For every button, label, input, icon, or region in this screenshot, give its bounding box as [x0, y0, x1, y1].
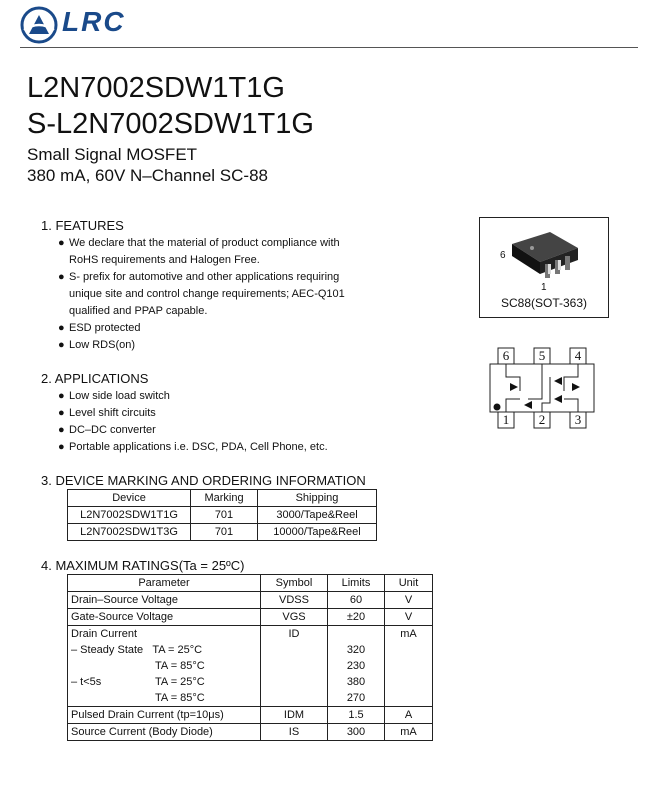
cell-parameter: Pulsed Drain Current (tp=10μs) [68, 707, 261, 724]
application-item: ● Level shift circuits [58, 407, 156, 419]
col-parameter: Parameter [68, 575, 261, 592]
cell-unit: mA [385, 724, 433, 741]
cell-shipping: 3000/Tape&Reel [258, 507, 377, 524]
pinout-pin2: 2 [538, 412, 546, 427]
cell-symbol: VGS [261, 609, 328, 626]
table-row [68, 524, 377, 541]
cell-unit: A [385, 707, 433, 724]
part-number-primary: L2N7002SDW1T1G [27, 72, 285, 104]
ordering-heading: 3. DEVICE MARKING AND ORDERING INFORMATION [41, 473, 366, 488]
cell-unit: mA [385, 626, 433, 643]
cell-device: L2N7002SDW1T3G [68, 524, 191, 541]
cell-limit: 60 [328, 592, 385, 609]
col-limits: Limits [328, 575, 385, 592]
cell-limit: 300 [328, 724, 385, 741]
pin1-label: 1 [541, 282, 547, 293]
cell-limit: 1.5 [328, 707, 385, 724]
table-row [68, 674, 433, 690]
ratings-table [67, 574, 433, 741]
lrc-logo-icon [20, 6, 58, 44]
ordering-table [67, 489, 377, 541]
lrc-logo-text: LRC [62, 6, 126, 37]
cell-parameter: Drain Current [68, 626, 261, 643]
feature-item: ● ESD protected [58, 322, 141, 334]
table-row [68, 658, 433, 674]
table-row [68, 707, 433, 724]
cell-marking: 701 [191, 507, 258, 524]
application-item: ● DC–DC converter [58, 424, 156, 436]
cell-unit: V [385, 609, 433, 626]
package-caption: SC88(SOT-363) [500, 296, 588, 310]
ratings-heading: 4. MAXIMUM RATINGS(Ta = 25ºC) [41, 558, 245, 573]
table-row [68, 690, 433, 707]
subtitle-type: Small Signal MOSFET [27, 145, 198, 164]
cell-symbol: ID [261, 626, 328, 643]
col-symbol: Symbol [261, 575, 328, 592]
applications-list [58, 388, 328, 456]
cell-parameter: Gate-Source Voltage [68, 609, 261, 626]
application-item: ● Low side load switch [58, 390, 170, 402]
cell-limit [328, 626, 385, 643]
table-row [68, 609, 433, 626]
cell-limit: 320 [328, 642, 385, 658]
feature-item: ● We declare that the material of product compliance with RoHS requirements and Halogen Free. [58, 237, 340, 266]
pinout-pin5: 5 [538, 348, 546, 363]
cell-marking: 701 [191, 524, 258, 541]
col-unit: Unit [385, 575, 433, 592]
applications-heading: 2. APPLICATIONS [41, 371, 149, 386]
feature-item: ● S- prefix for automotive and other applications requiring unique site and control change requirements; AEC-Q101 qualified and PPAP capable. [58, 271, 345, 317]
cell-parameter: – t<5s TA = 25°C [68, 674, 261, 690]
cell-unit: V [385, 592, 433, 609]
subtitle-spec: 380 mA, 60V N–Channel SC-88 [27, 166, 268, 185]
cell-limit: ±20 [328, 609, 385, 626]
cell-parameter: Source Current (Body Diode) [68, 724, 261, 741]
cell-shipping: 10000/Tape&Reel [258, 524, 377, 541]
pin6-label: 6 [500, 250, 506, 261]
header-divider [20, 47, 638, 48]
pinout-pin1: 1 [502, 412, 510, 427]
cell-symbol: VDSS [261, 592, 328, 609]
ratings-header-row [68, 575, 433, 592]
application-item: ● Portable applications i.e. DSC, PDA, Cell Phone, etc. [58, 441, 328, 453]
cell-limit: 270 [328, 690, 385, 707]
feature-item: ● Low RDS(on) [58, 339, 136, 351]
table-row [68, 642, 433, 658]
table-row [68, 507, 377, 524]
part-number-secondary: S-L2N7002SDW1T1G [27, 108, 314, 140]
features-list [58, 235, 345, 354]
cell-device: L2N7002SDW1T1G [68, 507, 191, 524]
ordering-header-row [68, 490, 377, 507]
col-marking: Marking [191, 490, 258, 507]
pinout-pin6: 6 [502, 348, 510, 363]
cell-parameter: TA = 85°C [68, 690, 261, 707]
cell-symbol: IS [261, 724, 328, 741]
col-device: Device [68, 490, 191, 507]
cell-parameter: – Steady State TA = 25°C [68, 642, 261, 658]
cell-parameter: TA = 85°C [68, 658, 261, 674]
table-row [68, 626, 433, 643]
table-row [68, 592, 433, 609]
pinout-pin3: 3 [574, 412, 582, 427]
col-shipping: Shipping [258, 490, 377, 507]
features-heading: 1. FEATURES [41, 218, 124, 233]
table-row [68, 724, 433, 741]
pinout-pin4: 4 [574, 348, 582, 363]
cell-parameter: Drain–Source Voltage [68, 592, 261, 609]
cell-limit: 380 [328, 674, 385, 690]
cell-limit: 230 [328, 658, 385, 674]
cell-symbol: IDM [261, 707, 328, 724]
